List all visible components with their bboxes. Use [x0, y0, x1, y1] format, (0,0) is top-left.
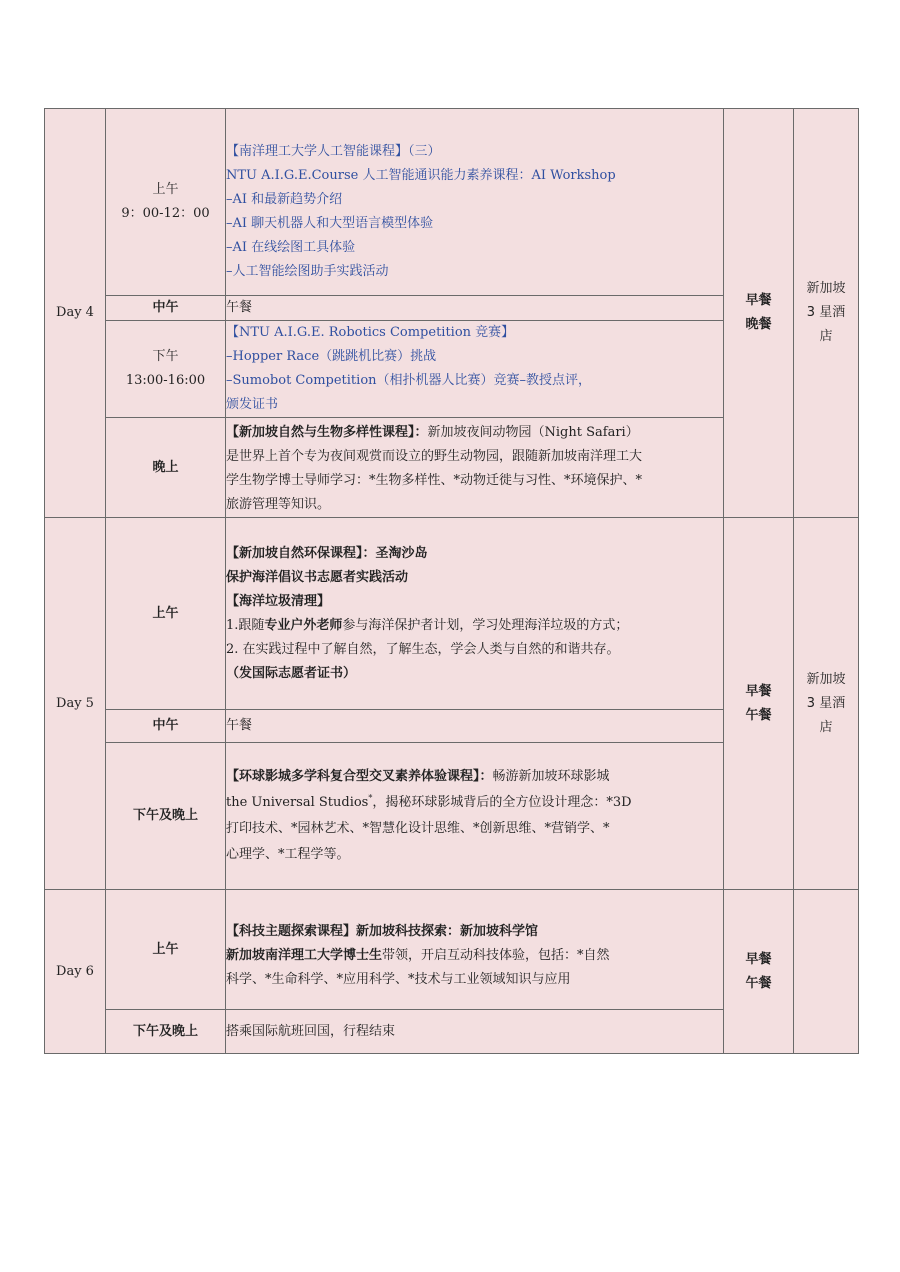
- course-line: 保护海洋倡议书志愿者实践活动: [226, 569, 409, 585]
- course-line: 学生物学博士导师学习：*生物多样性、*动物迁徙与习性、*环境保护、*: [226, 472, 643, 488]
- course-line: 旅游管理等知识。: [226, 496, 331, 512]
- time-label: 上午: [152, 182, 179, 197]
- course-line: –AI 和最新趋势介绍: [226, 192, 343, 207]
- day6-afternoon-time: 下午及晚上: [106, 1010, 226, 1054]
- day4-afternoon-content: [226, 321, 724, 418]
- meal-item: 午餐: [745, 975, 772, 991]
- day5-noon-content: 午餐: [226, 710, 724, 743]
- hotel-line: 店: [819, 329, 833, 344]
- meal-item: 早餐: [745, 683, 772, 699]
- day6-label: Day 6: [45, 890, 106, 1054]
- day6-morning-content: [226, 890, 724, 1010]
- course-line: 科学、*生命科学、*应用科学、*技术与工业领域知识与应用: [226, 971, 571, 987]
- meal-item: 早餐: [745, 293, 772, 308]
- asterisk-mark: *: [368, 793, 373, 803]
- day4-meals: [724, 109, 794, 518]
- day5-morning-row: [45, 518, 859, 710]
- course-line: 参与海洋保护者计划，学习处理海洋垃圾的方式；: [342, 617, 629, 633]
- day4-evening-content: [226, 418, 724, 518]
- day5-noon-time: 中午: [106, 710, 226, 743]
- course-line: the Universal Studios: [226, 795, 369, 810]
- day6-morning-time: 上午: [106, 890, 226, 1010]
- day5-afternoon-content: [226, 743, 724, 890]
- hotel-line: 3 星酒: [806, 695, 846, 711]
- day4-noon-content: 午餐: [226, 296, 724, 321]
- course-line: 是世界上首个专为夜间观赏而设立的野生动物园，跟随新加坡南洋理工大: [226, 448, 643, 464]
- course-line: 新加坡南洋理工大学博士生: [226, 947, 383, 963]
- hotel-line: 新加坡: [806, 671, 846, 687]
- hotel-line: 3 星酒: [806, 305, 846, 320]
- course-line: 带领，开启互动科技体验，包括：*自然: [382, 947, 610, 963]
- day6-morning-row: [45, 890, 859, 1010]
- day5-afternoon-time: 下午及晚上: [106, 743, 226, 890]
- day4-noon-time: 中午: [106, 296, 226, 321]
- day4-hotel: [794, 109, 859, 518]
- course-title: 【南洋理工大学人工智能课程】（三）: [226, 144, 441, 159]
- day4-evening-time: 晚上: [106, 418, 226, 518]
- course-line: –Hopper Race（跳跳机比赛）挑战: [226, 349, 437, 364]
- course-line: 颁发证书: [226, 397, 279, 412]
- day5-morning-time: 上午: [106, 518, 226, 710]
- meal-item: 午餐: [745, 707, 772, 723]
- course-line: NTU A.I.G.E.Course 人工智能通识能力素养课程：AI Workshop: [226, 168, 616, 183]
- time-label: 下午: [152, 349, 179, 364]
- course-line: 新加坡夜间动物园（Night Safari）: [427, 424, 639, 440]
- day4-morning-row: [45, 109, 859, 296]
- course-line: –AI 聊天机器人和大型语言模型体验: [226, 216, 434, 231]
- day5-hotel: [794, 518, 859, 890]
- course-title: 【新加坡自然环保课程】：圣淘沙岛: [226, 545, 428, 561]
- day4-morning-content: [226, 109, 724, 296]
- itinerary-table: [44, 108, 859, 1054]
- course-line: –AI 在线绘图工具体验: [226, 240, 356, 255]
- course-title: 【NTU A.I.G.E. Robotics Competition 竞赛】: [226, 325, 515, 340]
- day6-hotel: [794, 890, 859, 1054]
- course-line: ，揭秘环球影城背后的全方位设计理念：*3D: [372, 795, 632, 810]
- hotel-line: 新加坡: [806, 281, 846, 296]
- course-line: （发国际志愿者证书）: [226, 665, 357, 681]
- day5-morning-content: [226, 518, 724, 710]
- course-title: 【新加坡自然与生物多样性课程】：: [226, 424, 428, 440]
- course-line: 专业户外老师: [264, 617, 343, 633]
- course-title: 【环球影城多学科复合型交叉素养体验课程】：: [226, 769, 493, 784]
- course-line: –Sumobot Competition（相扑机器人比赛）竞赛–教授点评，: [226, 373, 592, 388]
- course-line: 心理学、*工程学等。: [226, 847, 350, 862]
- day6-afternoon-content: 搭乘国际航班回国，行程结束: [226, 1010, 724, 1054]
- time-range: 9：00-12：00: [121, 206, 210, 221]
- day6-meals: [724, 890, 794, 1054]
- course-line: –人工智能绘图助手实践活动: [226, 264, 389, 279]
- course-line: 2. 在实践过程中了解自然，了解生态，学会人类与自然的和谐共存。: [226, 641, 620, 657]
- course-line: 打印技术、*园林艺术、*智慧化设计思维、*创新思维、*营销学、*: [226, 821, 610, 836]
- hotel-line: 店: [819, 719, 833, 735]
- time-range: 13:00-16:00: [125, 373, 206, 388]
- course-line: 畅游新加坡环球影城: [492, 769, 610, 784]
- day5-label: Day 5: [45, 518, 106, 890]
- meal-item: 早餐: [745, 951, 772, 967]
- day4-afternoon-time: [106, 321, 226, 418]
- day4-label: Day 4: [45, 109, 106, 518]
- course-line: 【海洋垃圾清理】: [226, 593, 331, 609]
- meal-item: 晚餐: [745, 317, 772, 332]
- course-line: 1.跟随: [226, 617, 265, 633]
- day5-meals: [724, 518, 794, 890]
- course-title: 【科技主题探索课程】新加坡科技探索：新加坡科学馆: [226, 923, 539, 939]
- day4-morning-time: [106, 109, 226, 296]
